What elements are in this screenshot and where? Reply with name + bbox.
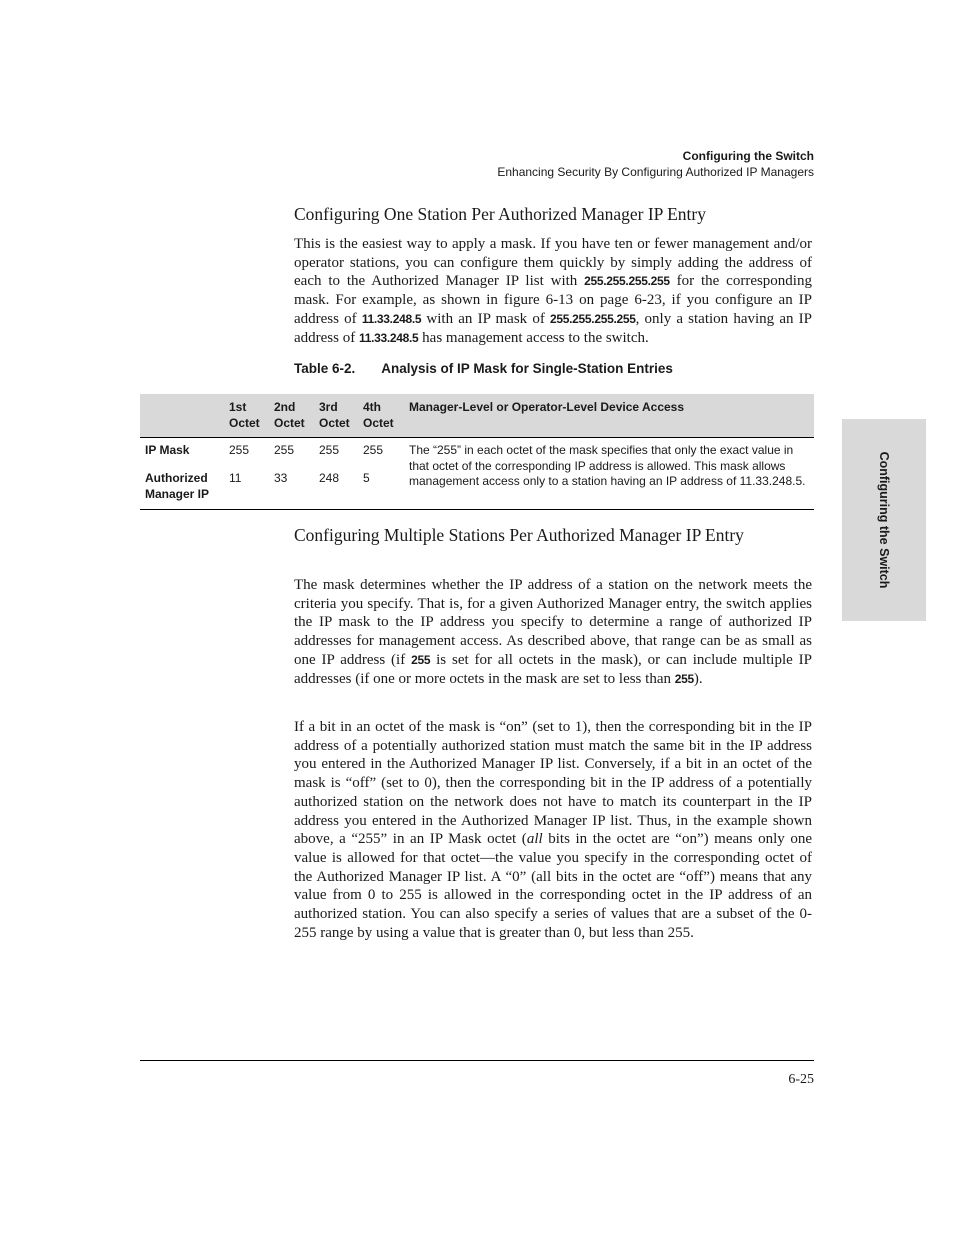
section-heading-multiple-stations: Configuring Multiple Stations Per Authorized Manager IP Entry [294, 525, 744, 545]
paragraph-mask-determines: The mask determines whether the IP address of a station on the network meets the criteria you specify. That is, for a given Authorized Manager entry, the switch applies the IP mask to the IP address you specify to determine a range of authorized IP addresses for management access. As described above, that range can be as small as one IP address (if 255 is set for all octets in the mask), or can include multiple IP addresses (if one or more octets in the mask are set to less than 255). [294, 577, 812, 687]
section-multiple-stations [294, 525, 812, 545]
table-cell: 248 [319, 471, 340, 485]
side-tab-label: Configuring the Switch [877, 451, 891, 589]
section-one-station [294, 204, 812, 224]
header-device-access: Manager-Level or Operator-Level Device Access [409, 400, 685, 414]
ip-mask-table [140, 394, 814, 510]
row-label-authorized-manager-ip: Authorized Manager IP [145, 471, 210, 501]
mask-value-code: 255.255.255.255 [550, 311, 636, 326]
paragraph-one-station: This is the easiest way to apply a mask. If you have ten or fewer management and/or operator stations, you can configure them quickly by simply adding the address of each to the Authorized Manager IP list with 255.255.255.255 for the corresponding mask. For example, as shown in figure 6-13 on page 6-23, if you configure an IP address of 11.33.248.5 with an IP mask of 255.255.255.255, only a station having an IP address of 11.33.248.5 has management access to the switch. [294, 236, 812, 346]
table-caption [294, 361, 673, 376]
table-body [140, 438, 814, 510]
table-header-row [140, 394, 814, 438]
table-cell: 255 [229, 443, 250, 457]
table-caption-title: Analysis of IP Mask for Single-Station Entries [381, 361, 673, 376]
section-heading-one-station: Configuring One Station Per Authorized Manager IP Entry [294, 204, 706, 224]
row-label-ip-mask: IP Mask [145, 443, 190, 457]
chapter-side-tab [842, 419, 926, 621]
page-number: 6-25 [788, 1072, 814, 1087]
mask-value-code: 255 [674, 671, 694, 686]
table-cell: 11 [229, 471, 242, 485]
mask-value-code: 255 [411, 652, 431, 667]
section-multiple-stations-body [294, 576, 812, 688]
table-cell: 255 [319, 443, 340, 457]
access-description: The “255” in each octet of the mask specifies that only the exact value in that octet of the corresponding IP address is allowed. This mask allows management access only to a station having an IP address of 11.33.248.5. [409, 443, 806, 488]
running-head-chapter: Configuring the Switch [682, 149, 814, 163]
running-head [497, 148, 814, 180]
header-2nd-octet: 2nd Octet [274, 400, 305, 430]
mask-value-code: 255.255.255.255 [584, 274, 670, 289]
paragraph-bit-matching: If a bit in an octet of the mask is “on” (set to 1), then the corresponding bit in the IP address of a potentially authorized station must match the same bit in the IP address you entered in the Authorized Manager IP list. Conversely, if a bit in an octet of the mask is “off” (set to 0), then the corresponding bit in the IP address of a potentially authorized station on the network does not have to match its counterpart in the IP address you entered in the Authorized Manager IP list. Thus, in the example shown above, a “255” in an IP Mask octet (all bits in the octet are “on”) means only one value is allowed for that octet—the value you specify in the corresponding octet of the Authorized Manager IP list. A “0” (all bits in the octet are “off”) means that any value from 0 to 255 is allowed in the corresponding octet in the IP address of an authorized station. You can also specify a series of values that are a subset of the 0-255 range by using a value that is greater than 0, but less than 255. [294, 719, 812, 941]
table-caption-number: Table 6-2. [294, 361, 356, 376]
ip-address-code: 11.33.248.5 [361, 311, 422, 326]
footer-rule [140, 1060, 814, 1061]
header-3rd-octet: 3rd Octet [319, 400, 350, 430]
table-cell: 33 [274, 471, 288, 485]
table-cell: 255 [363, 443, 384, 457]
ip-address-code: 11.33.248.5 [358, 330, 419, 345]
table-cell: 255 [274, 443, 295, 457]
header-4th-octet: 4th Octet [363, 400, 394, 430]
header-1st-octet: 1st Octet [229, 400, 260, 430]
section-one-station-body [294, 235, 812, 347]
table-cell: 5 [363, 471, 370, 485]
running-head-section: Enhancing Security By Configuring Authorized IP Managers [497, 165, 814, 179]
section-multiple-stations-body-2 [294, 718, 812, 942]
